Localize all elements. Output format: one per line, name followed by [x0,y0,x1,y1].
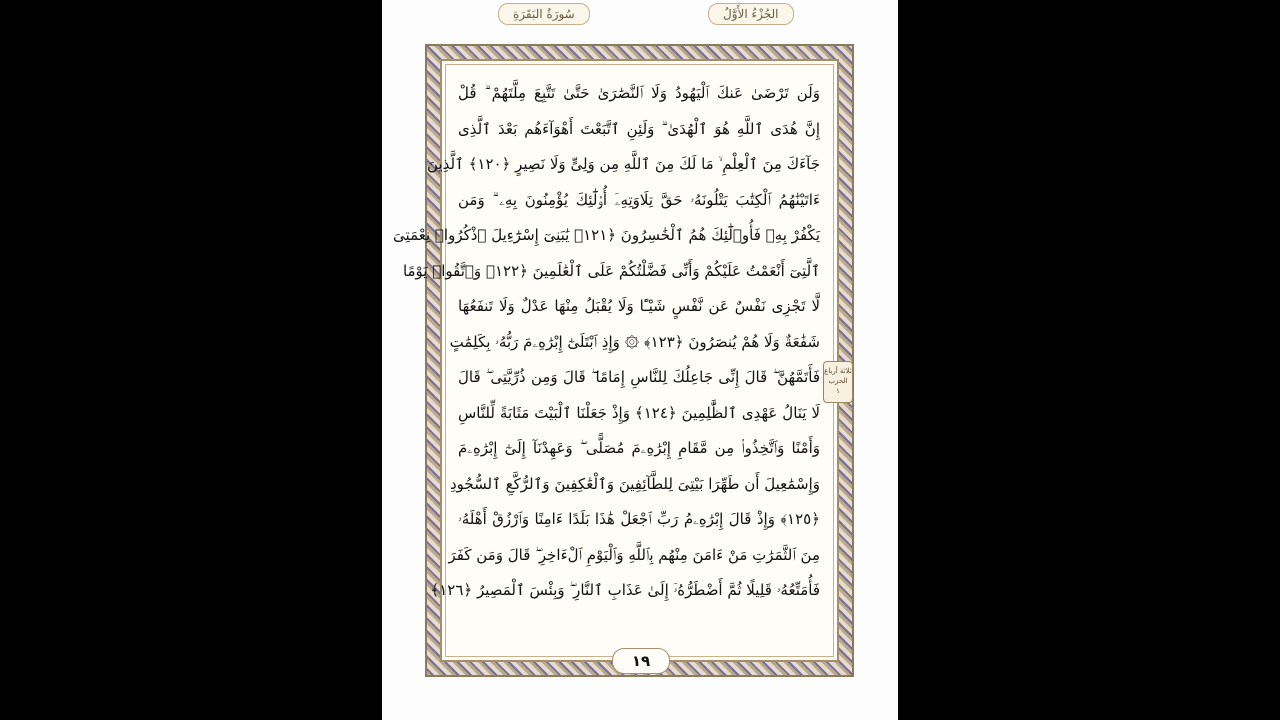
text-line: ٱلَّتِىٓ أَنْعَمْتُ عَلَيْكُمْ وَأَنِّى فَضَّلْتُكُمْ عَلَى ٱلْعَٰلَمِينَ ﴿١٢٢﴾ وَٱتَّقُوا۟ يَوْمًا [402,261,820,280]
text-line: وَإِسْمَٰعِيلَ أَن طَهِّرَا بَيْتِىَ لِلطَّآئِفِينَ وَٱلْعَٰكِفِينَ وَٱلرُّكَّعِ ٱلسُّجُودِ [450,474,820,493]
text-line: لَّا تَجْزِى نَفْسٌ عَن نَّفْسٍ شَيْـًٔا وَلَا يُقْبَلُ مِنْهَا عَدْلٌ وَلَا تَنفَعُهَا [458,297,820,315]
text-line: ءَاتَيْنَٰهُمُ ٱلْكِتَٰبَ يَتْلُونَهُۥ حَقَّ تِلَاوَتِهِۦٓ أُو۟لَٰٓئِكَ يُؤْمِنُونَ بِهِۦ ۗ وَمَن [458,190,820,209]
hizb-marker-label: الحزب [828,377,848,385]
text-line: شَفَٰعَةٌ وَلَا هُمْ يُنصَرُونَ ﴿١٢٣﴾ ۞ وَإِذِ ٱبْتَلَىٰٓ إِبْرَٰهِۦمَ رَبُّهُۥ بِكَلِمَٰتٍ [449,332,820,351]
text-line: ﴿١٢٥﴾ وَإِذْ قَالَ إِبْرَٰهِۦمُ رَبِّ ٱجْعَلْ هَٰذَا بَلَدًا ءَامِنًا وَٱرْزُقْ أَهْلَهُۥ [458,510,820,528]
text-line: لَا يَنَالُ عَهْدِى ٱلظَّٰلِمِينَ ﴿١٢٤﴾ وَإِذْ جَعَلْنَا ٱلْبَيْتَ مَثَابَةً لِّلنَّاسِ [458,403,820,422]
text-line: فَأَتَمَّهُنَّ ۖ قَالَ إِنِّى جَاعِلُكَ لِلنَّاسِ إِمَامًا ۖ قَالَ وَمِن ذُرِّيَّتِى ۖ قَالَ [458,368,820,386]
quran-text [393,76,820,646]
text-line: يَكْفُرْ بِهِۦ فَأُو۟لَٰٓئِكَ هُمُ ٱلْخَٰسِرُونَ ﴿١٢١﴾ يَٰبَنِىٓ إِسْرَٰٓءِيلَ ٱذْكُرُوا۟ نِعْمَتِىَ [393,226,820,244]
text-line: إِنَّ هُدَى ٱللَّهِ هُوَ ٱلْهُدَىٰ ۗ وَلَئِنِ ٱتَّبَعْتَ أَهْوَآءَهُم بَعْدَ ٱلَّذِى [458,119,820,138]
text-line: جَآءَكَ مِنَ ٱلْعِلْمِ ۙ مَا لَكَ مِنَ ٱللَّهِ مِن وَلِىٍّ وَلَا نَصِيرٍ ﴿١٢٠﴾ ٱلَّذِينَ [427,155,820,173]
juz-name-header: الجُزْءُ الأَوَّلُ [708,3,794,25]
hizb-marker [823,361,853,403]
text-line: فَأُمَتِّعُهُۥ قَلِيلًا ثُمَّ أَضْطَرُّهُۥٓ إِلَىٰ عَذَابِ ٱلنَّارِ ۖ وَبِئْسَ ٱلْمَصِيرُ ﴿١٢٦﴾ [430,581,820,599]
hizb-marker-number: ١ [836,387,840,395]
page-number: ١٩ [612,648,670,674]
text-line: وَلَن تَرْضَىٰ عَنكَ ٱلْيَهُودُ وَلَا ٱلنَّصَٰرَىٰ حَتَّىٰ تَتَّبِعَ مِلَّتَهُمْ ۗ قُلْ [458,84,820,102]
surah-name-header: سُورَةُ البَقَرَةِ [498,3,590,25]
text-line: مِنَ ٱلثَّمَرَٰتِ مَنْ ءَامَنَ مِنْهُم بِٱللَّهِ وَٱلْيَوْمِ ٱلْءَاخِرِ ۖ قَالَ وَمَن كَفَرَ [448,545,820,564]
text-line: وَأَمْنًا وَٱتَّخِذُوا۟ مِن مَّقَامِ إِبْرَٰهِۦمَ مُصَلًّى ۖ وَعَهِدْنَآ إِلَىٰٓ إِبْرَٰهِۦمَ [458,439,820,457]
hizb-marker-fraction: ثلاثة أرباع [824,367,852,375]
